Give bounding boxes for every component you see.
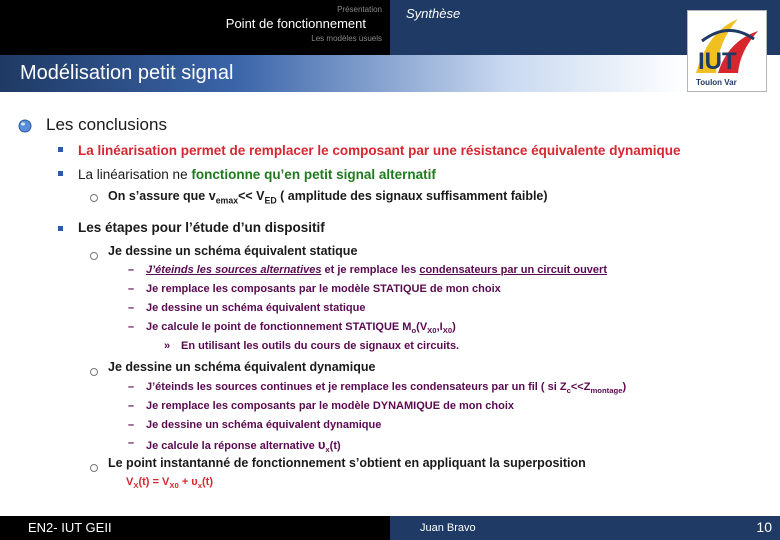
globe-bullet-icon xyxy=(18,119,32,133)
assure-sub-1: emax xyxy=(215,195,239,206)
square-bullet-icon xyxy=(58,171,63,176)
dash-bullet-icon: – xyxy=(128,302,135,314)
formula-part-d: (t) xyxy=(202,476,213,488)
dyn-1-part-a: J’éteinds les sources continues et je remplace les condensateurs par un fil ( si Z xyxy=(146,381,567,393)
page-number: 10 xyxy=(756,519,772,535)
nav-previous-section[interactable]: Présentation xyxy=(337,5,382,14)
assure-text-3: ( amplitude des signaux suffisamment faible) xyxy=(276,189,548,203)
item-assure xyxy=(108,189,548,206)
circle-bullet-icon xyxy=(90,368,98,376)
logo-graphic xyxy=(688,11,766,91)
static-1-part-a: J’éteinds les sources alternatives xyxy=(146,264,322,276)
dyn-4-upsilon: υ xyxy=(317,437,326,452)
formula-sub-c: x xyxy=(197,481,202,491)
footer-course: EN2- IUT GEII xyxy=(28,520,112,535)
dash-bullet-icon: – xyxy=(128,321,135,333)
circle-bullet-icon xyxy=(90,194,98,202)
section-title: Synthèse xyxy=(406,6,461,21)
header-nav xyxy=(0,0,390,55)
dash-bullet-icon: – xyxy=(128,381,135,393)
item-dynamic-2: Je remplace les composants par le modèle DYNAMIQUE de mon choix xyxy=(146,400,515,412)
circle-bullet-icon xyxy=(90,464,98,472)
static-1-part-b: et je remplace les xyxy=(321,264,420,276)
item-static-5: En utilisant les outils du cours de signaux et circuits. xyxy=(181,340,460,352)
item-dynamic-3: Je dessine un schéma équivalent dynamique xyxy=(146,419,382,431)
formula-part-a: V xyxy=(126,476,134,488)
linearisation-2-emph: fonctionne qu’en petit signal alternatif xyxy=(191,167,436,182)
item-dynamic-heading: Je dessine un schéma équivalent dynamique xyxy=(108,360,376,374)
formula-sub-a: X xyxy=(133,481,139,491)
static-4-sub-b: X0 xyxy=(427,326,437,336)
footer-author: Juan Bravo xyxy=(420,522,476,534)
dash-bullet-icon: – xyxy=(128,283,135,295)
assure-text-1: On s’assure que v xyxy=(108,189,216,203)
circle-bullet-icon xyxy=(90,252,98,260)
item-linearisation-1: La linéarisation permet de remplacer le composant par une résistance équivalente dynamique xyxy=(78,143,681,158)
static-1-part-c: condensateurs par un circuit ouvert xyxy=(419,264,607,276)
linearisation-2-prefix: La linéarisation ne xyxy=(78,167,192,182)
formula-part-c: + υ xyxy=(178,476,198,488)
dash-bullet-icon: – xyxy=(128,437,135,449)
static-4-sub-a: o xyxy=(411,326,417,336)
title-bar xyxy=(0,55,780,92)
footer xyxy=(0,516,780,540)
dash-bullet-icon: – xyxy=(128,264,135,276)
assure-sub-2: ED xyxy=(264,195,277,206)
dash-bullet-icon: – xyxy=(128,400,135,412)
heading-conclusions: Les conclusions xyxy=(46,115,167,134)
square-bullet-icon xyxy=(58,226,63,231)
dyn-1-sub-a: c xyxy=(566,386,571,396)
item-superposition: Le point instantanné de fonctionnement s’obtient en appliquant la superposition xyxy=(108,456,586,470)
formula-sub-b: X0 xyxy=(169,481,179,491)
dyn-1-part-c: ) xyxy=(622,381,627,393)
logo-subtext: Toulon Var xyxy=(696,78,737,87)
slide-content xyxy=(0,92,780,516)
nav-current-section[interactable]: Point de fonctionnement xyxy=(225,16,366,31)
static-4-part-c: ,I xyxy=(436,321,443,333)
item-static-heading: Je dessine un schéma équivalent statique xyxy=(108,244,358,258)
slide-title: Modélisation petit signal xyxy=(20,62,234,84)
static-4-part-b: (V xyxy=(416,321,428,333)
footer-left xyxy=(0,516,390,540)
nav-next-section[interactable]: Les modèles usuels xyxy=(311,34,382,43)
footer-right xyxy=(390,516,780,540)
item-dynamic-4 xyxy=(146,437,341,454)
item-dynamic-1 xyxy=(146,381,626,395)
item-static-3: Je dessine un schéma équivalent statique xyxy=(146,302,366,314)
iut-logo xyxy=(687,10,767,92)
item-linearisation-2 xyxy=(78,167,436,182)
dyn-4-part-c: (t) xyxy=(329,440,341,452)
item-static-4 xyxy=(146,321,456,335)
static-4-sub-c: X0 xyxy=(442,326,453,336)
logo-text: IUT xyxy=(698,48,737,75)
square-bullet-icon xyxy=(58,147,63,152)
formula-part-b: (t) = V xyxy=(138,476,170,488)
static-4-part-a: Je calcule le point de fonctionnement STATIQUE M xyxy=(146,321,412,333)
chevron-bullet-icon: » xyxy=(164,340,171,352)
item-static-1 xyxy=(146,264,607,276)
dyn-4-sub: x xyxy=(325,445,330,455)
item-steps-heading: Les étapes pour l’étude d’un dispositif xyxy=(78,220,325,235)
dyn-1-sub-b: montage xyxy=(590,386,623,396)
dyn-4-part-a: Je calcule la réponse alternative xyxy=(146,440,318,452)
formula-superposition xyxy=(126,476,213,490)
dash-bullet-icon: – xyxy=(128,419,135,431)
assure-text-2: << V xyxy=(238,189,265,203)
item-static-2: Je remplace les composants par le modèle STATIQUE de mon choix xyxy=(146,283,501,295)
static-4-part-d: ) xyxy=(452,321,456,333)
dyn-1-part-b: <<Z xyxy=(570,381,591,393)
